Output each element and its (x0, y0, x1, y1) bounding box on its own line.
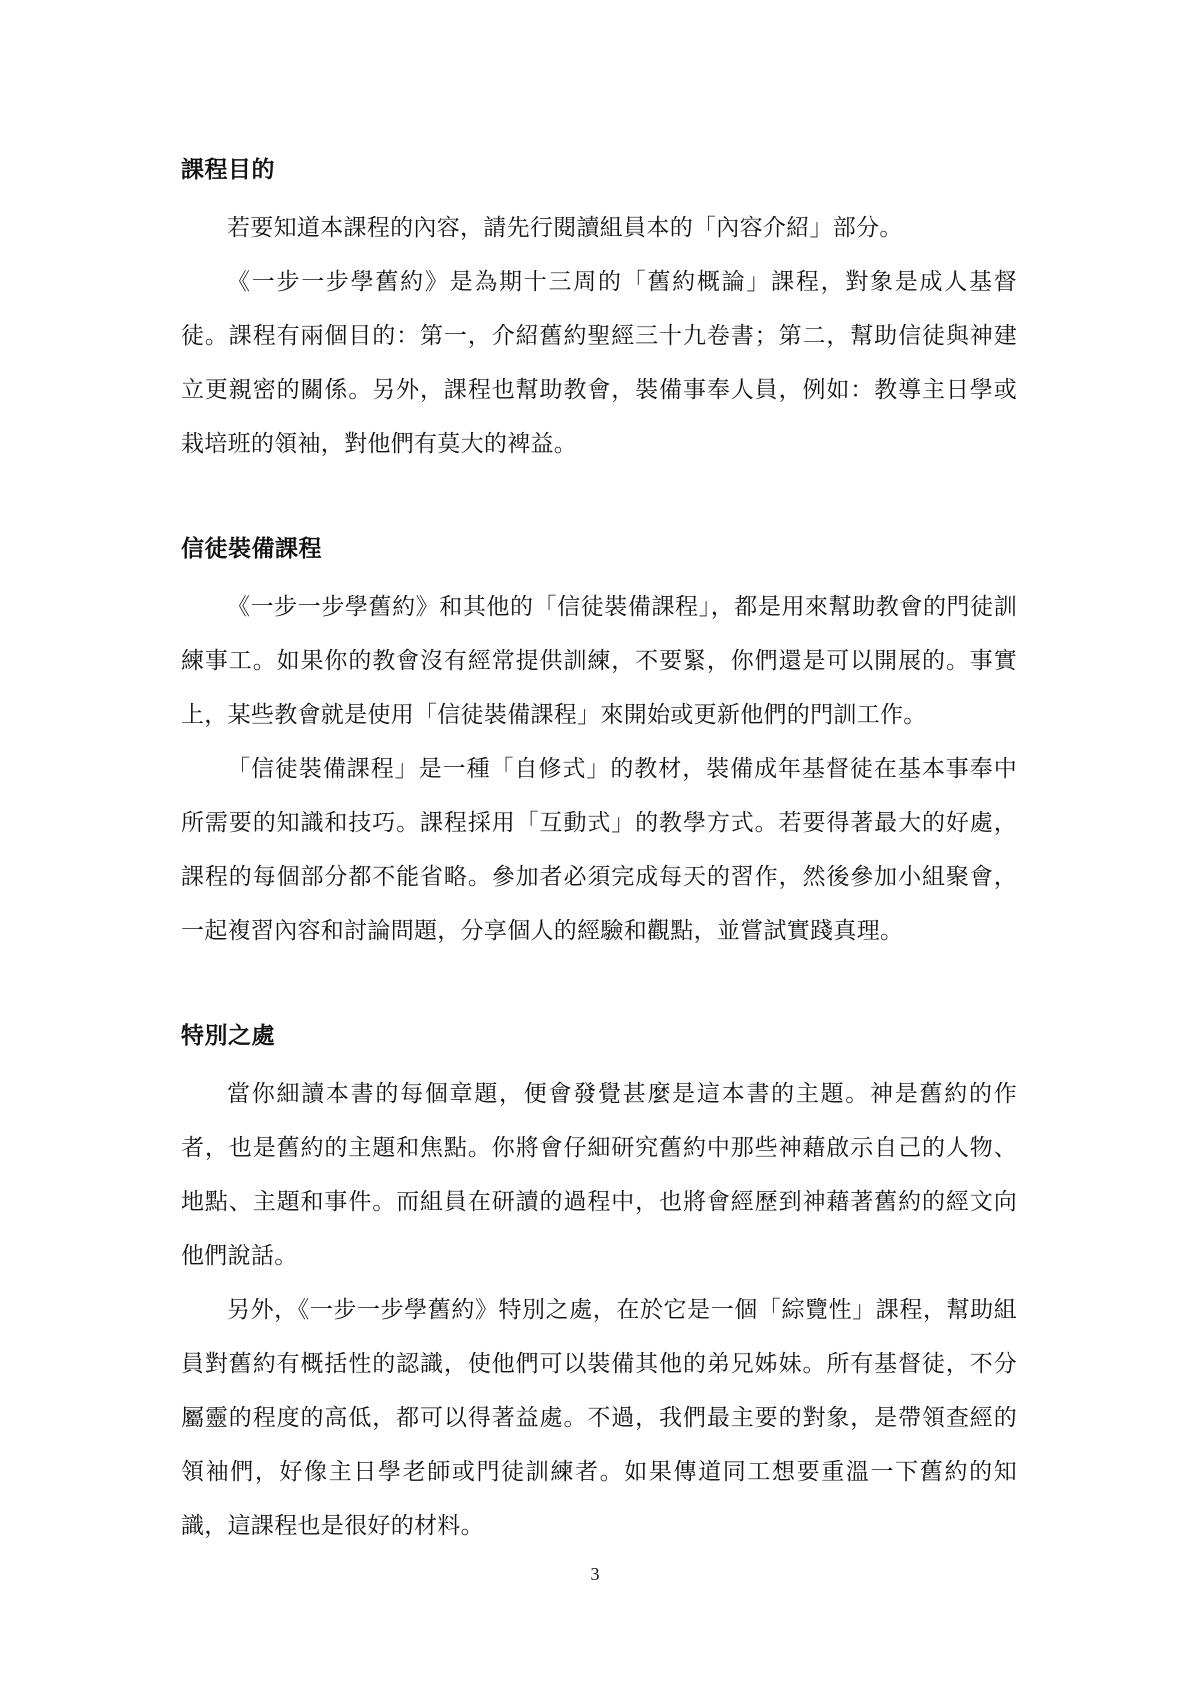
page-number: 3 (590, 1564, 600, 1584)
section-special-features (181, 1016, 1017, 1553)
section-equipping-courses (181, 529, 1017, 958)
paragraph: 當你細讀本書的每個章題，便會發覺甚麼是這本書的主題。神是舊約的作者，也是舊約的主題和焦點。你將會仔細研究舊約中那些神藉啟示自己的人物、地點、主題和事件。而組員在研讀的過程中，也將會經歷到神藉著舊約的經文向他們說話。 (181, 1081, 1017, 1269)
section-heading: 課程目的 (181, 157, 275, 183)
paragraph: 「信徒裝備課程」是一種「自修式」的教材，裝備成年基督徒在基本事奉中所需要的知識和技巧。課程採用「互動式」的教學方式。若要得著最大的好處，課程的每個部分都不能省略。參加者必須完成每天的習作，然後參加小組聚會，一起複習內容和討論問題，分享個人的經驗和觀點，並嘗試實踐真理。 (181, 756, 1017, 944)
paragraph: 若要知道本課程的內容，請先行閱讀組員本的「內容介紹」部分。 (227, 215, 903, 241)
paragraph: 《一步一步學舊約》是為期十三周的「舊約概論」課程，對象是成人基督徒。課程有兩個目的：第一，介紹舊約聖經三十九卷書；第二，幫助信徒與神建立更親密的關係。另外，課程也幫助教會，裝備事奉人員，例如：教導主日學或栽培班的領袖，對他們有莫大的裨益。 (181, 269, 1017, 457)
section-course-purpose (181, 150, 1017, 471)
page-content (181, 150, 1017, 1553)
section-heading: 信徒裝備課程 (181, 536, 322, 562)
section-heading: 特別之處 (181, 1023, 275, 1049)
paragraph: 另外，《一步一步學舊約》特別之處，在於它是一個「綜覽性」課程，幫助組員對舊約有概括性的認識，使他們可以裝備其他的弟兄姊妹。所有基督徒，不分屬靈的程度的高低，都可以得著益處。不過，我們最主要的對象，是帶領查經的領袖們，好像主日學老師或門徒訓練者。如果傳道同工想要重溫一下舊約的知識，這課程也是很好的材料。 (181, 1297, 1017, 1539)
paragraph: 《一步一步學舊約》和其他的「信徒裝備課程」，都是用來幫助教會的門徒訓練事工。如果你的教會沒有經常提供訓練，不要緊，你們還是可以開展的。事實上，某些教會就是使用「信徒裝備課程」來開始或更新他們的門訓工作。 (181, 594, 1017, 728)
